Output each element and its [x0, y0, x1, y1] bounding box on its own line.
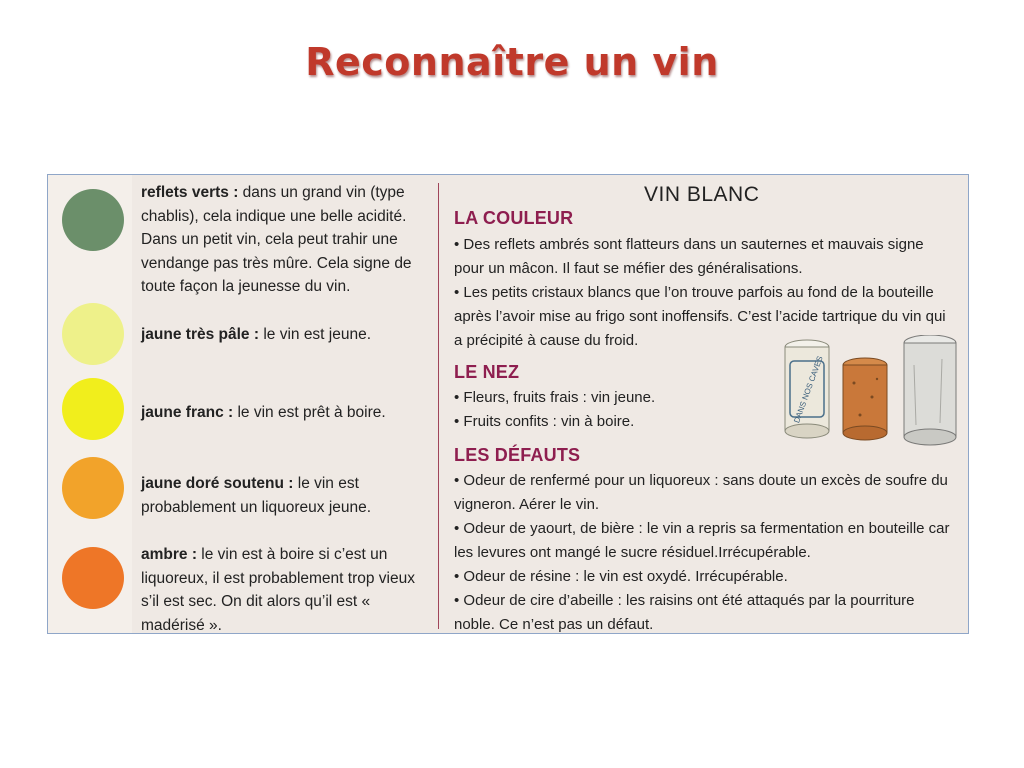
- entry-jaune-dore: [141, 472, 433, 519]
- bullet-line: • Fleurs, fruits frais : vin jeune.: [454, 389, 656, 406]
- entry-reflets-verts: [141, 181, 433, 299]
- section-body-defauts: [454, 469, 954, 634]
- slide-title: Reconnaître un vin: [305, 40, 719, 84]
- entry-ambre: [141, 543, 433, 634]
- cork-stamp-text: DANS NOS CAVES: [792, 354, 825, 425]
- cork-grey: [904, 335, 956, 445]
- bullet-line: • Odeur de renfermé pour un liquoreux : sans doute un excès de soufre du vigneron. Aérer le vin.: [454, 472, 948, 513]
- panel-heading: VIN BLANC: [644, 183, 760, 206]
- entry-text: le vin est probablement un liquoreux jeune.: [141, 475, 372, 516]
- section-title-couleur: LA COULEUR: [454, 208, 574, 228]
- entry-term: jaune franc :: [141, 404, 234, 421]
- entry-text: le vin est jeune.: [259, 326, 372, 343]
- section-body-nez: [454, 386, 774, 434]
- wine-info-card: [47, 174, 969, 634]
- cork-stamped: [785, 340, 829, 438]
- entry-term: jaune très pâle :: [141, 326, 260, 343]
- entry-jaune-franc: [141, 401, 433, 425]
- bullet-line: • Des reflets ambrés sont flatteurs dans un sauternes et mauvais signe pour un mâcon. Il faut se méfier des généralisations.: [454, 236, 924, 277]
- bullet-line: • Les petits cristaux blancs que l’on trouve parfois au fond de la bouteille après l’avoir mise au frigo sont inoffensifs. C’est l’acide tartrique du vin qui a précipité à cause du froid.: [454, 284, 946, 349]
- entry-jaune-tres-pale: [141, 323, 433, 347]
- color-dot-green: [62, 189, 124, 251]
- color-dot-golden: [62, 457, 124, 519]
- section-title-defauts: LES DÉFAUTS: [454, 445, 581, 465]
- entry-text: dans un grand vin (type chablis), cela indique une belle acidité. Dans un petit vin, cela peut trahir une vendange pas très mûre. Cela signe de toute façon la jeunesse du vin.: [141, 184, 412, 295]
- color-dot-bright-yellow: [62, 378, 124, 440]
- color-dot-pale-yellow: [62, 303, 124, 365]
- entry-term: jaune doré soutenu :: [141, 475, 294, 492]
- bullet-line: • Odeur de résine : le vin est oxydé. Irrécupérable.: [454, 568, 788, 585]
- section-title-nez: LE NEZ: [454, 362, 520, 382]
- cork-brown: [843, 358, 887, 440]
- bullet-line: • Odeur de cire d’abeille : les raisins ont été attaqués par la pourriture noble. Ce n’est pas un défaut.: [454, 592, 915, 633]
- corks-illustration: [782, 335, 962, 455]
- bullet-line: • Odeur de yaourt, de bière : le vin a repris sa fermentation en bouteille car les levures ont mangé le sucre résiduel.Irrécupérable.: [454, 520, 950, 561]
- bullet-line: • Fruits confits : vin à boire.: [454, 413, 635, 430]
- entry-term: ambre :: [141, 546, 197, 563]
- color-dot-amber: [62, 547, 124, 609]
- entry-text: le vin est à boire si c’est un liquoreux, il est probablement trop vieux s’il est sec. On dit alors qu’il est « madérisé ».: [141, 546, 415, 634]
- color-swatch-strip: [48, 175, 132, 633]
- column-divider: [438, 183, 439, 629]
- entry-term: reflets verts :: [141, 184, 239, 201]
- entry-text: le vin est prêt à boire.: [233, 404, 386, 421]
